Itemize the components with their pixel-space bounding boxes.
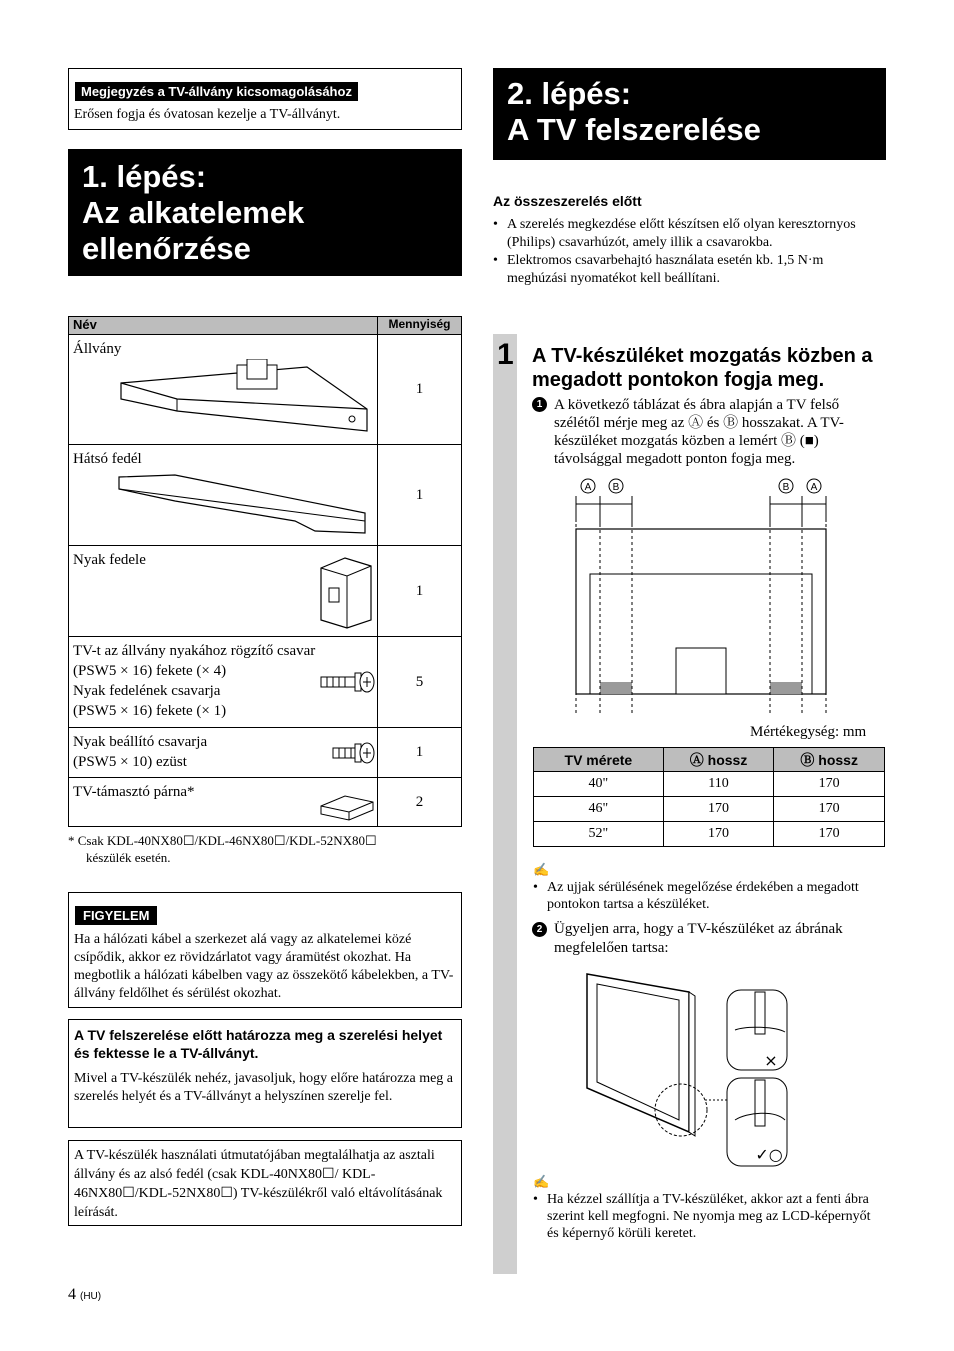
table-row: 46" 170 170 — [534, 797, 885, 822]
list-item: • Ha kézzel szállítja a TV-készüléket, akkor azt a fenti ábra szerint kell megfogni. Ne nyomja meg az LCD-képernyőt és képernyő körüli keretet. — [533, 1191, 878, 1242]
rear-cover-illustration — [115, 473, 371, 537]
caution-label: FIGYELEM — [75, 906, 157, 925]
stand-illustration — [117, 359, 377, 439]
part-qty: 1 — [378, 445, 462, 546]
note-pen-icon: ✍ — [533, 862, 550, 877]
part-qty: 1 — [378, 546, 462, 637]
part-qty: 5 — [378, 637, 462, 728]
footnote: * Csak KDL-40NX80☐/KDL-46NX80☐/KDL-52NX80☐ készülék esetén. — [68, 833, 377, 865]
part-name: TV-t az állvány nyakához rögzítő csavar — [73, 643, 316, 659]
table-row: 52" 170 170 — [534, 822, 885, 847]
part-qty: 1 — [378, 728, 462, 778]
list-item: • A szerelés megkezdése előtt készítsen elő olyan keresztornyos (Philips) csavarhúzót, amely illik a csavarokba. — [493, 216, 886, 252]
table-row — [69, 637, 462, 728]
list-item: • Az ujjak sérülésének megelőzése érdekében a megadott pontokon tartsa a készüléket. — [533, 879, 883, 913]
size-header: TV mérete — [534, 748, 664, 772]
tips-list-2 — [533, 1191, 878, 1242]
substep-paragraph-2: 2 Ügyeljen arra, hogy a TV-készüléket az ábrának megfelelően tartsa: — [532, 920, 888, 958]
manual-note-text: A TV-készülék használati útmutatójában megtalálhatja az asztali állvány és az alsó fedél (csak KDL-40NX80☐/ KDL-46NX80☐/KDL-52NX80☐) TV-készülékről való eltávolításának leírását. — [74, 1148, 443, 1220]
part-name: Nyak beállító csavarja — [73, 734, 208, 750]
caution-text: Ha a hálózati kábel a szerkezet alá vagy az alkatelemei közé csípődik, akkor ez rövidzárlatot vagy áramütést okozhat. Ha megbotlik a hálózati kábelben vagy az összekötő kábelekben, a TV-állvány feldőlhet és sérülést okozhat. — [74, 932, 454, 1001]
manual-note-box — [68, 1140, 462, 1226]
tv-holding-diagram — [585, 970, 825, 1170]
wrong-mark: × — [764, 1051, 778, 1070]
part-name: (PSW5 × 16) fekete (× 4) — [73, 663, 227, 679]
label-b-left: B — [612, 482, 620, 493]
label-a-right: A — [810, 482, 818, 493]
page-number: 4 (HU) — [68, 1286, 102, 1303]
tv-size-table — [533, 747, 885, 847]
table-row: 40" 110 170 — [534, 772, 885, 797]
substep-paragraph-1: 1 A következő táblázat és ábra alapján a TV felső szélétől mérje meg az Ⓐ és Ⓑ hosszakat. A TV-készüléket mozgatás közben a lemért Ⓑ (■) távolsággal megadott ponton fogja meg. — [532, 396, 888, 468]
parts-header-qty: Mennyiség — [378, 317, 462, 335]
list-item: • Elektromos csavarbehajtó használata esetén kb. 1,5 N·m meghúzási nyomatékot kell beállítani. — [493, 252, 886, 288]
unit-label: Mértékegység: mm — [750, 724, 867, 740]
install-note-title: A TV felszerelése előtt határozza meg a szerelési helyet és fektesse le a TV-állványt. — [74, 1027, 443, 1061]
before-assembly-heading: Az összeszerelés előtt — [493, 193, 642, 209]
substep-heading: A TV-készüléket mozgatás közben a megadott pontokon fogja meg. — [532, 345, 873, 391]
table-row — [69, 546, 462, 637]
part-name: Nyak fedelének csavarja — [73, 683, 221, 699]
table-row — [69, 445, 462, 546]
silver-screw-illustration — [331, 740, 377, 766]
parts-header-name: Név — [69, 317, 378, 335]
step1-heading: 1. lépés: Az alkatelemek ellenőrzése — [68, 149, 462, 276]
step2-heading: 2. lépés: A TV felszerelése — [493, 68, 886, 160]
correct-mark: ✓○ — [755, 1145, 783, 1164]
substep-number: 1 — [497, 338, 514, 371]
support-pad-illustration — [319, 792, 375, 822]
number-circle-icon: 2 — [532, 922, 547, 937]
neck-cover-illustration — [315, 554, 375, 630]
install-note-text: Mivel a TV-készülék nehéz, javasoljuk, hogy előre határozza meg a szerelés helyét és a TV-állványt a helyszínen szerelje fel. — [74, 1071, 454, 1104]
unpacking-note-box — [68, 68, 462, 130]
table-row — [69, 778, 462, 827]
part-name: Állvány — [73, 341, 122, 357]
table-row — [69, 728, 462, 778]
number-circle-icon: 1 — [532, 397, 547, 412]
step-sidebar — [493, 334, 517, 1274]
size-header: Ⓐ hossz — [663, 748, 774, 772]
part-name: Hátsó fedél — [73, 451, 142, 467]
note-pen-icon: ✍ — [533, 1174, 550, 1189]
part-name: Nyak fedele — [73, 552, 146, 568]
black-screw-illustration — [319, 669, 377, 695]
size-header: Ⓑ hossz — [774, 748, 885, 772]
table-row — [69, 335, 462, 445]
tips-list-1 — [533, 879, 883, 913]
part-name: TV-támasztó párna* — [73, 784, 195, 800]
caution-box — [68, 892, 462, 1008]
parts-table — [68, 316, 462, 827]
tv-measurement-diagram — [570, 474, 832, 716]
unpacking-note-title: Megjegyzés a TV-állvány kicsomagolásához — [75, 82, 358, 101]
unpacking-note-text: Erősen fogja és óvatosan kezelje a TV-állványt. — [74, 107, 341, 122]
before-assembly-list — [493, 216, 886, 288]
part-name: (PSW5 × 10) ezüst — [73, 754, 187, 770]
install-note-box — [68, 1019, 462, 1128]
part-qty: 2 — [378, 778, 462, 827]
label-a-left: A — [584, 482, 592, 493]
part-qty: 1 — [378, 335, 462, 445]
part-name: (PSW5 × 16) fekete (× 1) — [73, 703, 227, 719]
label-b-right: B — [782, 482, 790, 493]
